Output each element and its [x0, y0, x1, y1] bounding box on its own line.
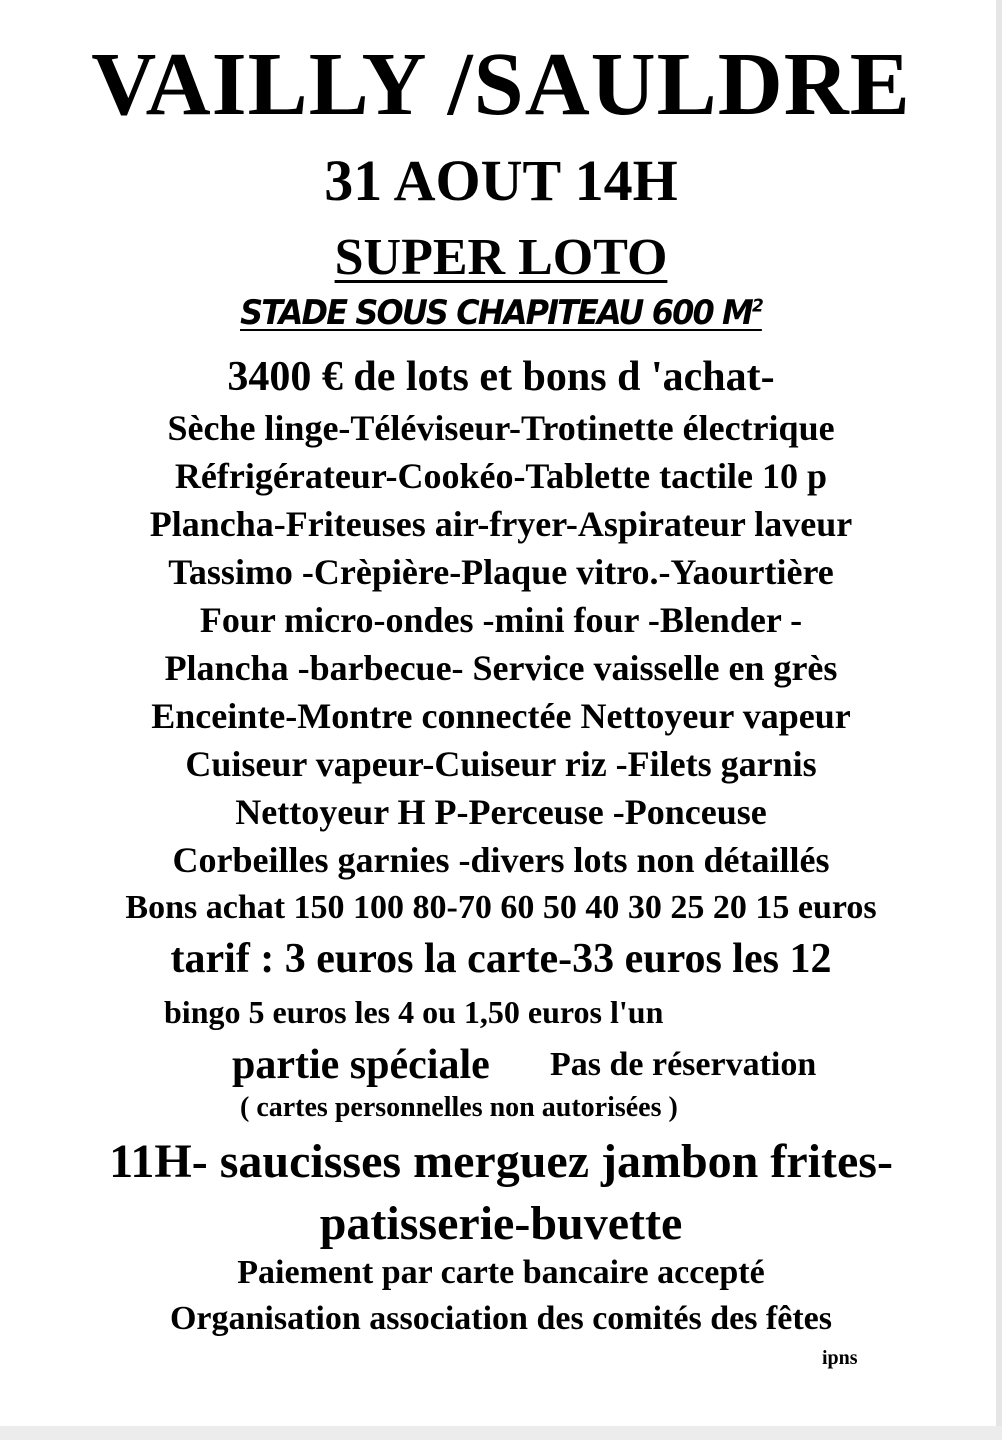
prize-line: Corbeilles garnies -divers lots non détaillés [172, 840, 830, 880]
prize-line: Plancha-Friteuses air-fryer-Aspirateur laveur [149, 504, 853, 544]
no-reservation: Pas de réservation [550, 1046, 817, 1083]
event-venue [30, 293, 972, 333]
prize-line-vouchers: Bons achat 150 100 80-70 60 50 40 30 25 20 15 euros [125, 889, 877, 926]
prize-line: Cuiseur vapeur-Cuiseur riz -Filets garnis [185, 744, 817, 784]
prize-line: Four micro-ondes -mini four -Blender - [199, 600, 803, 640]
event-name [0, 229, 1002, 286]
ipns-mark: ipns [822, 1347, 858, 1369]
prize-line: Réfrigérateur-Cookéo-Tablette tactile 10 p [174, 456, 828, 496]
bottom-edge-shadow [0, 1426, 1002, 1440]
venue-superscript: 2 [751, 295, 762, 317]
prize-line: Tassimo -Crèpière-Plaque vitro.-Yaourtière [168, 552, 834, 592]
prize-total: 3400 € de lots et bons d 'achat- [227, 354, 775, 400]
food-line-2: patisserie-buvette [319, 1197, 683, 1250]
venue-text: STADE SOUS CHAPITEAU 600 M [240, 293, 752, 333]
food-line-1: 11H- saucisses merguez jambon frites- [109, 1135, 893, 1188]
poster-title: VAILLY /SAULDRE [91, 35, 911, 134]
cards-note: ( cartes personnelles non autorisées ) [240, 1092, 678, 1123]
bingo-price: bingo 5 euros les 4 ou 1,50 euros l'un [164, 994, 664, 1030]
event-name-text: SUPER LOTO [334, 229, 668, 286]
prize-line: Plancha -barbecue- Service vaisselle en grès [164, 648, 838, 688]
event-date: 31 AOUT 14H [324, 148, 678, 213]
event-venue-text [240, 293, 762, 333]
payment-note: Paiement par carte bancaire accepté [237, 1254, 765, 1291]
prize-line: Enceinte-Montre connectée Nettoyeur vapeur [151, 696, 851, 736]
organizer: Organisation association des comités des fêtes [169, 1300, 832, 1337]
prize-line: Sèche linge-Téléviseur-Trotinette électrique [167, 408, 835, 448]
special-game: partie spéciale [232, 1042, 490, 1088]
prize-list [0, 408, 1002, 936]
prize-line: Nettoyeur H P-Perceuse -Ponceuse [235, 792, 767, 832]
price-line: tarif : 3 euros la carte-33 euros les 12 [170, 936, 832, 982]
